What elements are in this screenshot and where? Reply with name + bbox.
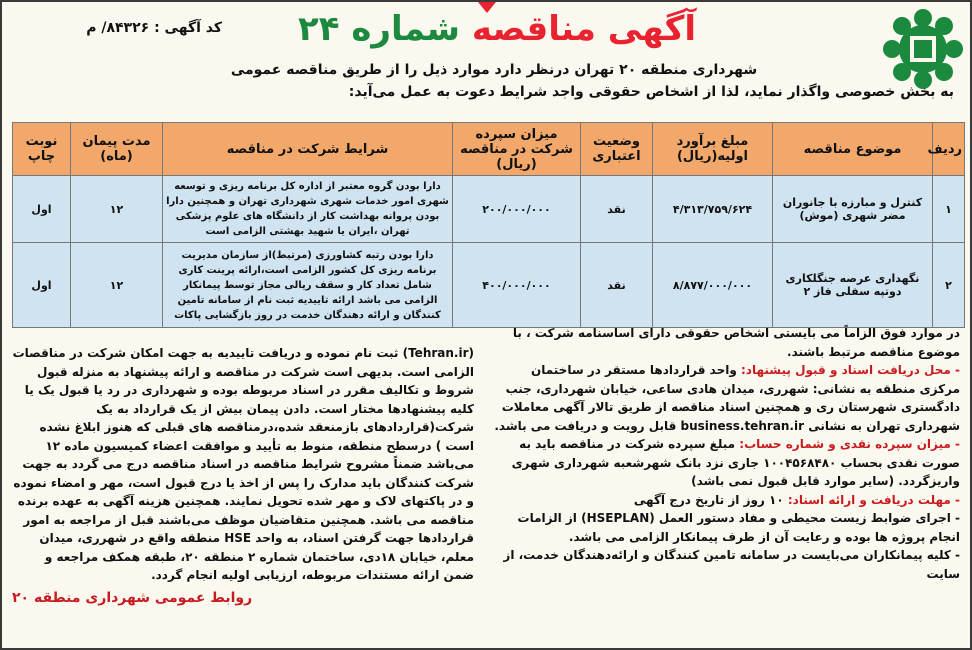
col-header: شرایط شرکت در مناقصه	[163, 123, 453, 176]
col-header: مدت پیمان (ماه)	[71, 123, 163, 176]
section-heading: - میزان سپرده نقدی و شماره حساب:	[739, 437, 960, 451]
signature: روابط عمومی شهرداری منطقه ۲۰	[12, 589, 253, 606]
table-cell: اول	[13, 176, 71, 243]
tehran-municipality-logo-icon	[880, 6, 966, 92]
paragraph: - اجرای ضوابط زیست محیطی و مفاد دستور العمل (HSEPLAN) از الزامات انجام پروژه ها بوده و رعایت آن از طرف پیمانکار الزامی می باشد.	[517, 511, 960, 544]
page-title	[262, 6, 732, 52]
table-cell: ۸/۸۷۷/۰۰۰/۰۰۰	[653, 243, 773, 328]
paragraph: - مهلت دریافت و ارائه اسناد: ۱۰ روز از تاریخ درج آگهی	[633, 492, 960, 507]
col-header: میزان سپرده شرکت در مناقصه (ریال)	[453, 123, 581, 176]
table-cell: کنترل و مبارزه با جانوران مضر شهری (موش)	[773, 176, 933, 243]
table-cell: نقد	[581, 176, 653, 243]
section-heading: - محل دریافت اسناد و قبول پیشنهاد:	[741, 363, 960, 377]
paragraph: - کلیه پیمانکاران می‌بایست در سامانه تامین کنندگان و ارائه‌دهندگان خدمت، از سایت	[503, 548, 960, 581]
title-part1: آگهی مناقصه	[471, 9, 697, 49]
paragraph: - میزان سپرده نقدی و شماره حساب: مبلغ سپرده شرکت در مناقصه باید به صورت نقدی بحساب ۱۰۰۴۵۶۸۴۸۰ جاری نزد بانک شهرشعبه شهرداری شهری واریزگردد. (سایر موارد قابل قبول نمی باشد)	[511, 437, 960, 488]
col-header: وضعیت اعتباری	[581, 123, 653, 176]
table-cell: ۴/۳۱۳/۷۵۹/۶۲۴	[653, 176, 773, 243]
table-cell: نگهداری عرصه جنگلکاری دوتپه سفلی فاز ۲	[773, 243, 933, 328]
table-cell: ۱۲	[71, 176, 163, 243]
table-cell: ۴۰۰/۰۰۰/۰۰۰	[453, 243, 581, 328]
col-header: مبلغ برآورد اولیه(ریال)	[653, 123, 773, 176]
paragraph: (Tehran.ir) ثبت نام نموده و دریافت تاییدیه به جهت امکان شرکت در مناقصات الزامی است. بدیهی است شرکت در مناقصه و ارائه پیشنهاد به منزله قبول شروط و تکالیف مقرر در اسناد مربوطه بوده و شهرداری در رد یا قبول یک یا کلیه پیشنهادها مختار است. دادن پیمان بیش از یک قرارداد به یک شرکت(قراردادهای بازمنعقد شده،درمناقصه های قبلی که هنوز ابلاغ نشده است ) درسطح منطقه، منوط به تأیید و موافقت اعضاء کمیسیون ماده ۱۲ می‌باشد ضمناً مشروح شرایط مناقصه در اسناد مناقصه درج می گردد به جهت شرکت کنندگان باید مدارک را پس از اخذ یا درج قبول است، مهر و امضاء نموده و در پاکتهای لاک و مهر شده تحویل نمایند. همچنین هزینه آگهی به عهده برنده مناقصه می باشد. همچنین متقاضیان موظف می‌باشند قبل از مراجعه به امور قراردادها جهت گرفتن اسناد، به واحد HSE منطقه واقع در شهرری، میدان معلم، خیابان ۱۸دی، ساختمان شماره ۲ منطقه ۲۰، طبقه همکف مراجعه و ضمن ارائه مستندات مربوطه، ارزیابی اولیه انجام گردد.	[12, 346, 474, 582]
body-left-column	[12, 344, 474, 607]
title-part2: شماره ۲۴	[297, 9, 460, 49]
col-header: نوبت چاپ	[13, 123, 71, 176]
col-header: ردیف	[933, 123, 965, 176]
table-cell: دارا بودن گروه معتبر از اداره کل برنامه ریزی و توسعه شهری امور خدمات شهری شهرداری تهران و همچنین دارا بودن پروانه بهداشت کار از دانشگاه های علوم پزشکی تهران ،ایران یا شهید بهشتی الزامی است	[163, 176, 453, 243]
table-cell: ۲	[933, 243, 965, 328]
table-row	[13, 176, 965, 243]
table-cell: ۲۰۰/۰۰۰/۰۰۰	[453, 176, 581, 243]
table-row	[13, 243, 965, 328]
ad-code: کد آگهی : ۸۴۳۲۶/ م	[86, 20, 222, 36]
section-heading: - مهلت دریافت و ارائه اسناد:	[787, 492, 960, 507]
header	[2, 2, 972, 120]
col-header: موضوع مناقصه	[773, 123, 933, 176]
paragraph: در موارد فوق الزاماً می بایستی اشخاص حقوقی دارای اساسنامه شرکت ، با موضوع مناقصه مرتبط باشند.	[512, 326, 960, 359]
tender-table	[12, 122, 965, 328]
body-right-column	[490, 324, 960, 583]
table-cell: ۱۲	[71, 243, 163, 328]
paragraph: - محل دریافت اسناد و قبول پیشنهاد: واحد قراردادها مستقر در ساختمان مرکزی منطقه به نشانی: شهرری، میدان هادی ساعی، خیابان شهرداری، جنب دادگستری شهرستان ری و همچنین اسناد مناقصه از طریق تالار آگهی معاملات شهرداری تهران به نشانی business.tehran.ir قابل رویت و دریافت می باشد.	[494, 363, 960, 433]
table-header-row	[13, 123, 965, 176]
table-cell: اول	[13, 243, 71, 328]
table-cell: دارا بودن رتبه کشاورزی (مرتبط)از سازمان مدیریت برنامه ریزی کل کشور الزامی است،ارائه پرینت کاری شامل تعداد کار و سقف ریالی مجاز توسط پیمانکار الزامی می باشد ارائه تاییدیه ثبت نام از سامانه تامین کنندگان و ارائه دهندگان خدمت در روز بازگشایی پاکات	[163, 243, 453, 328]
table-cell: ۱	[933, 176, 965, 243]
intro-line-1: شهرداری منطقه ۲۰ تهران درنظر دارد موارد ذیل را از طریق مناقصه عمومی	[230, 62, 758, 78]
table-cell: نقد	[581, 243, 653, 328]
intro-line-2: به بخش خصوصی واگذار نماید، لذا از اشخاص حقوقی واجد شرایط دعوت به عمل می‌آید:	[348, 84, 954, 100]
